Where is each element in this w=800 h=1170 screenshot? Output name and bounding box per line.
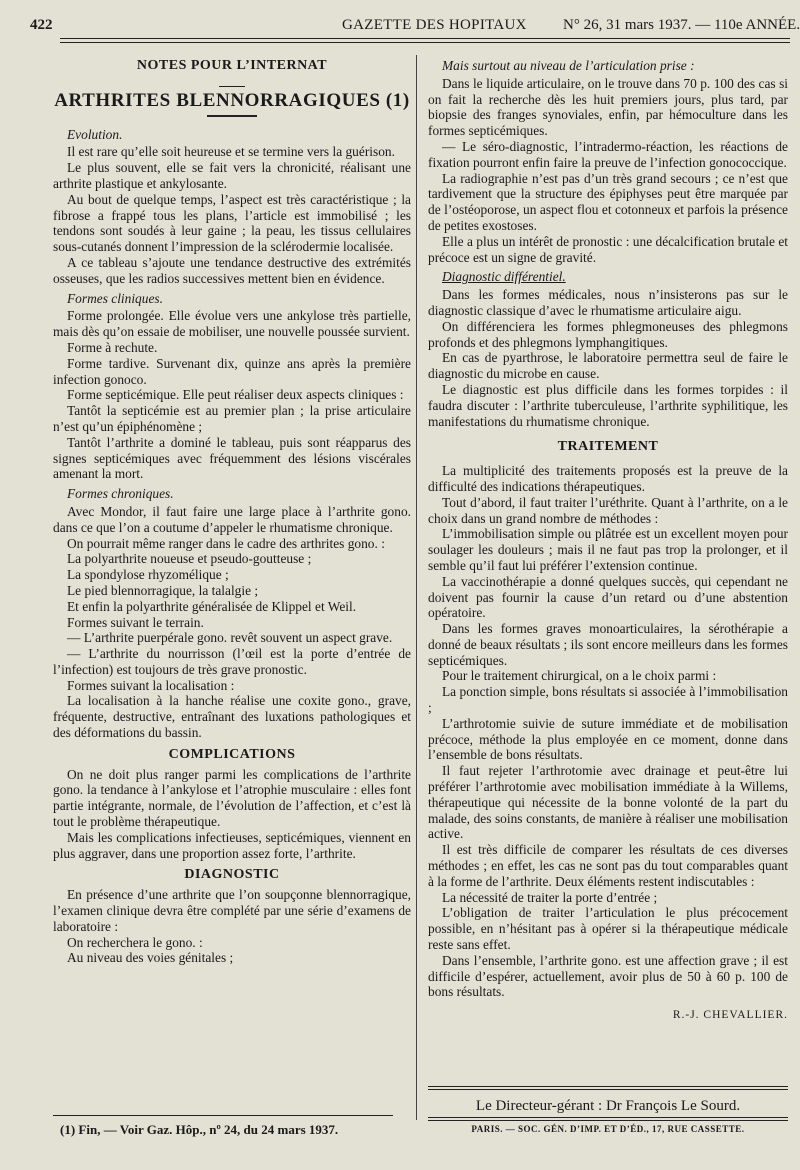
- paragraph: Mais les complications infectieuses, septicémiques, viennent en plus aggraver, dans une proportion assez forte, l’arthrite.: [53, 829, 411, 861]
- paragraph: Il est très difficile de comparer les résultats de ces diverses méthodes ; en effet, les cas ne sont pas du tout comparables quant à la forme de l’arthrite. Deux éléments restent indiscutables :: [428, 842, 788, 889]
- paragraph: L’immobilisation simple ou plâtrée est un excellent moyen pour soulager les douleurs ; mais il ne faut pas trop la prolonger, et il semble qu’il faut lui préférer l’extension continue.: [428, 526, 788, 573]
- paragraph: Dans les formes graves monoarticulaires, la sérothérapie a donné de beaux résultats ; ils sont encore meilleurs dans les formes septicémiques.: [428, 621, 788, 668]
- formes-chroniques-heading: Formes chroniques.: [67, 486, 174, 502]
- traitement-heading: TRAITEMENT: [557, 439, 659, 455]
- page-number: 422: [30, 17, 53, 33]
- section-notes-heading: NOTES POUR L’INTERNAT: [136, 58, 328, 73]
- paragraph: L’arthrotomie suivie de suture immédiate et de mobilisation précoce, méthode la plus employée en ce moment, donne dans l’ensemble de bons résultats.: [428, 715, 788, 763]
- paragraph: Dans les formes médicales, nous n’insisterons pas sur le diagnostic classique d’avec le rhumatisme articulaire aigu.: [428, 287, 788, 318]
- paragraph: Pour le traitement chirurgical, on a le choix parmi :: [442, 668, 717, 684]
- paragraph: — Le séro-diagnostic, l’intradermo-réaction, les réactions de fixation pourront enfin faire la preuve de l’infection gonococcique.: [428, 138, 788, 170]
- paragraph: Et enfin la polyarthrite généralisée de Klippel et Weil.: [67, 598, 357, 614]
- paragraph: Forme septicémique. Elle peut réaliser deux aspects cliniques :: [67, 387, 404, 403]
- paragraph: Forme prolongée. Elle évolue vers une ankylose très partielle, mais dès qu’on essaie de mobiliser, une nouvelle poussée survient.: [53, 308, 411, 340]
- paragraph: Le pied blennorragique, la talalgie ;: [67, 582, 259, 598]
- diagnostic-differentiel-heading: Diagnostic différentiel.: [442, 269, 566, 285]
- paragraph: Le plus souvent, elle se fait vers la chronicité, réalisant une arthrite plastique et ankylosante.: [53, 160, 411, 191]
- title-rule: [207, 115, 257, 117]
- evolution-heading: Evolution.: [67, 126, 123, 142]
- paragraph: Avec Mondor, il faut faire une large place à l’arthrite gono. dans ce que l’on a coutume d’appeler le rhumatisme chronique.: [53, 503, 411, 535]
- paragraph: Tout d’abord, il faut traiter l’uréthrite. Quant à l’arthrite, on a le choix dans un grand nombre de méthodes :: [428, 494, 788, 526]
- paragraph: On ne doit plus ranger parmi les complications de l’arthrite gono. la tendance à l’ankylose et l’atrophie musculaire : elles font partie intégrante, normale, de l’évolution de l’affection, et c’est là tout le problème thérapeutique.: [53, 766, 411, 830]
- printer-rule: [428, 1117, 788, 1121]
- formes-cliniques-heading: Formes cliniques.: [67, 290, 163, 306]
- paragraph: La radiographie n’est pas d’un très grand secours ; ce n’est que tardivement que la structure des épiphyses peut être marquée par de l’ostéoporose, un aspect flou et cotonneux et parfois la présence de petites exostoses.: [428, 170, 788, 233]
- paragraph: Il faut rejeter l’arthrotomie avec drainage et peut-être lui préférer l’arthrotomie avec mobilisation immédiate à la Willems, thérapeutique qui nécessite de la bonne volonté de la part du malade, des soins constants, de manière à réaliser une mobilisation active.: [428, 763, 788, 842]
- issue-info: N° 26, 31 mars 1937. — 110e ANNÉE.: [563, 17, 800, 33]
- paragraph: La ponction simple, bons résultats si associée à l’immobilisation ;: [428, 684, 788, 716]
- right-column: [428, 58, 788, 1024]
- paragraph: Formes suivant la localisation :: [67, 677, 235, 693]
- paragraph: Au bout de quelque temps, l’aspect est très caractéristique ; la fibrose a frappé tous les plans, l’article est immobilisé ; les tendons sont soudés à leur gaine ; la peau, les tissus cellulaires sous-cutanés donnent l’impression de la sclérodermie localisée.: [53, 191, 411, 255]
- article-title: ARTHRITES BLENNORRAGIQUES (1): [54, 89, 410, 111]
- column-divider: [416, 55, 417, 1120]
- paragraph: Elle a plus un intérêt de pronostic : une décalcification brutale et précoce est un signe de gravité.: [428, 233, 788, 265]
- journal-title: GAZETTE DES HOPITAUX: [342, 17, 527, 33]
- paragraph: En cas de pyarthrose, le laboratoire permettra seul de faire le diagnostic du microbe en cause.: [428, 350, 788, 382]
- paragraph: On différenciera les formes phlegmoneuses des phlegmons profonds et des phlegmons lymphangitiques.: [428, 318, 788, 350]
- diagnostic-heading: DIAGNOSTIC: [184, 867, 280, 883]
- director-rule: [428, 1086, 788, 1090]
- paragraph: Dans le liquide articulaire, on le trouve dans 70 p. 100 des cas si on fait la recherche dès les huit premiers jours, plus tard, par biopsie des franges synoviales, enfin, par hémoculture dans les formes septicémiques.: [428, 75, 788, 139]
- paragraph: A ce tableau s’ajoute une tendance destructive des extrémités osseuses, que les radios successives mettent bien en évidence.: [53, 254, 411, 286]
- paragraph: Formes suivant le terrain.: [67, 614, 204, 630]
- footnote: (1) Fin, — Voir Gaz. Hôp., nº 24, du 24 mars 1937.: [60, 1122, 339, 1137]
- printer-line: PARIS. — SOC. GÉN. D’IMP. ET D’ÉD., 17, RUE CASSETTE.: [471, 1124, 745, 1134]
- paragraph: Dans l’ensemble, l’arthrite gono. est une affection grave ; il est difficile d’espérer, actuellement, avoir plus de 50 à 60 p. 100 de bons résultats.: [428, 952, 788, 1000]
- paragraph: La localisation à la hanche réalise une coxite gono., grave, fréquente, destructive, entraînant des luxations pathologiques et des déformations du bassin.: [53, 693, 411, 741]
- paragraph: En présence d’une arthrite que l’on soupçonne blennorragique, l’examen clinique devra être complété par une série d’examens de laboratoire :: [53, 887, 411, 934]
- paragraph: Tantôt l’arthrite a dominé le tableau, puis sont réapparus des signes septicémiques avec fréquemment des lésions viscérales amenant la mort.: [53, 434, 411, 482]
- author-signature: R.-J. CHEVALLIER.: [672, 1009, 788, 1022]
- paragraph: Au niveau des voies génitales ;: [67, 950, 234, 966]
- paragraph: On recherchera le gono. :: [67, 934, 203, 950]
- footnote-rule: [53, 1115, 393, 1116]
- paragraph: La multiplicité des traitements proposés est la preuve de la difficulté des indications thérapeutiques.: [428, 463, 788, 494]
- paragraph: Il est rare qu’elle soit heureuse et se termine vers la guérison.: [67, 144, 395, 160]
- paragraph: La nécessité de traiter la porte d’entrée ;: [442, 889, 658, 905]
- paragraph: — L’arthrite du nourrisson (l’œil est la porte d’entrée de l’infection) est toujours de très grave pronostic.: [53, 646, 411, 677]
- paragraph: Tantôt la septicémie est au premier plan ; la prise articulaire n’est qu’un épiphénomène ;: [53, 403, 411, 434]
- paragraph: La spondylose rhyzomélique ;: [67, 567, 229, 583]
- paragraph: La polyarthrite noueuse et pseudo-goutteuse ;: [67, 551, 312, 567]
- paragraph: L’obligation de traiter l’articulation le plus précocement possible, en n’hésitant pas à opérer si la thérapeutique médicale reste sans effet.: [428, 905, 788, 953]
- title-rule: [219, 86, 245, 87]
- paragraph: La vaccinothérapie a donné quelques succès, qui cependant ne doivent pas fournir la cause d’un retard ou d’une abstention opératoire.: [428, 573, 788, 621]
- intro-italic: Mais surtout au niveau de l’articulation prise :: [442, 58, 695, 73]
- paragraph: Forme tardive. Survenant dix, quinze ans après la première infection gonoco.: [53, 355, 411, 387]
- paragraph: — L’arthrite puerpérale gono. revêt souvent un aspect grave.: [67, 630, 393, 646]
- director-line: Le Directeur-gérant : Dr François Le Sourd.: [475, 1098, 741, 1114]
- page-header: [30, 14, 800, 36]
- paragraph: On pourrait même ranger dans le cadre des arthrites gono. :: [67, 535, 385, 551]
- complications-heading: COMPLICATIONS: [168, 746, 296, 762]
- paragraph: Le diagnostic est plus difficile dans les formes torpides : il faudra discuter : l’arthrite tuberculeuse, l’arthrite syphilitique, les manifestations du rhumatisme chronique.: [428, 381, 788, 429]
- paragraph: Forme à rechute.: [67, 339, 158, 355]
- header-rule: [60, 38, 790, 43]
- left-column: [53, 58, 411, 966]
